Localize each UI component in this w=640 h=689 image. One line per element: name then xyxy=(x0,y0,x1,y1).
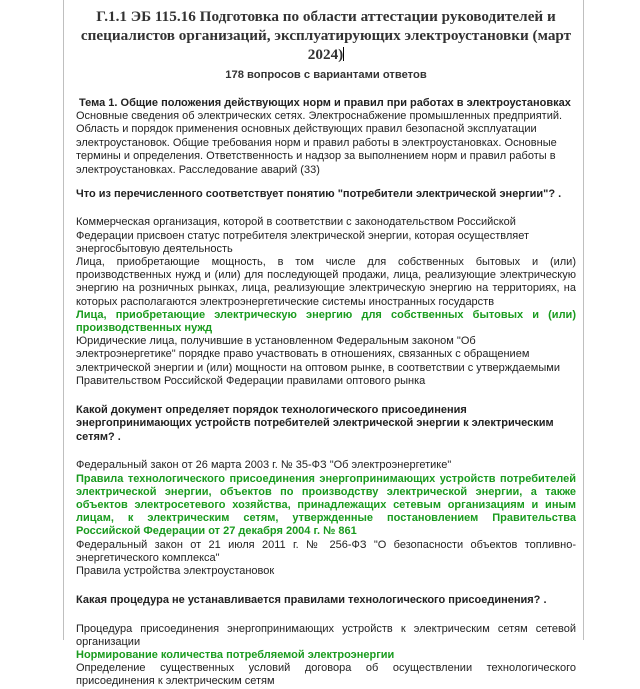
answer-option: Юридические лица, получившие в установленном Федеральным законом "Об электроэнергетике" порядке право участвовать в отношениях, связанных с обращением электрической энергии и (или) мощности на оптовом рынке, в соответствии с утверждаемыми Правительством Российской Федерации правилами оптового рынка xyxy=(76,335,560,387)
answer-option: Определение существенных условий договора об осуществлении технологического присоединения к электрическим сетям xyxy=(76,662,576,688)
answers-question-3 xyxy=(76,623,576,689)
question-3: Какая процедура не устанавливается правилами технологического присоединения? . xyxy=(76,594,547,607)
document-subtitle: 178 вопросов с вариантами ответов xyxy=(225,69,427,81)
answers-question-1 xyxy=(76,216,576,388)
document-title: Г.1.1 ЭБ 115.16 Подготовка по области аттестации руководителей и специалистов организаций, эксплуатирующих электроустановки (март 2024) xyxy=(80,8,572,63)
topic-title: Тема 1. Общие положения действующих норм и правил при работах в электроустановках xyxy=(79,97,571,109)
answer-option: Правила устройства электроустановок xyxy=(76,564,275,577)
page-left-edge xyxy=(63,0,64,640)
page-right-edge xyxy=(583,0,584,640)
answer-option: Федеральный закон от 26 марта 2003 г. № 35-ФЗ "Об электроэнергетике" xyxy=(76,459,452,472)
answer-option: Процедура присоединения энергопринимающих устройств к электрическим сетям сетевой организации xyxy=(76,622,576,648)
question-2: Какой документ определяет порядок технологического присоединения энергопринимающих устройств потребителей электрической энергии к электрическим сетям? . xyxy=(76,404,554,443)
correct-answer: Нормирование количества потребляемой электроэнергии xyxy=(76,648,395,661)
correct-answer: Правила технологического присоединения энергопринимающих устройств потребителей электрической энергии, объектов по производству электрической энергии, а также объектов электросетевого хозяйства, принадлежащих сетевым организациям и иным лицам, к электрическим сетям, утвержденные постановлением Правительства Российской Федерации от 27 декабря 2004 г. № 861 xyxy=(76,472,576,538)
answer-option: Лица, приобретающие мощность, в том числе для собственных бытовых и (или) производственных нужд и (или) для последующей продажи, лица, реализующие электрическую энергию на розничных рынках, лица, реализующие электрическую энергию на территориях, на которых располагаются электроэнергетические системы иностранных государств xyxy=(76,256,576,308)
correct-answer: Лица, приобретающие электрическую энергию для собственных бытовых и (или) производственных нужд xyxy=(76,308,576,335)
answer-option: Федеральный закон от 21 июля 2011 г. № 256-ФЗ "О безопасности объектов топливно-энергетического комплекса" xyxy=(76,538,576,564)
question-1: Что из перечисленного соответствует понятию "потребители электрической энергии"? . xyxy=(76,188,562,201)
text-cursor xyxy=(343,47,344,61)
topic-description: Основные сведения об электрических сетях. Электроснабжение промышленных предприятий. Область и порядок применения основных действующих правил безопасной эксплуатации электроустановок. Общие требования норм и правил работы в электроустановках. Основные термины и определения. Ответственность и надзор за выполнением норм и правил работы в электроустановках. Расследование аварий (33) xyxy=(76,110,563,176)
answers-question-2 xyxy=(76,459,576,578)
answer-option: Коммерческая организация, которой в соответствии с законодательством Российской Федерации присвоен статус потребителя электрической энергии, которая осуществляет энергосбытовую деятельность xyxy=(76,216,530,255)
document-page xyxy=(76,7,576,689)
